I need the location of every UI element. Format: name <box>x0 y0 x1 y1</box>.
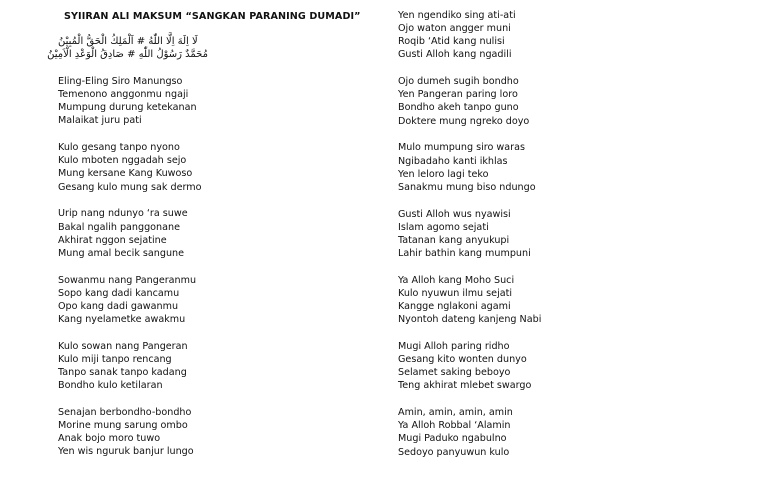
lyric-line: Ngibadaho kanti ikhlas <box>398 155 508 167</box>
lyric-line: Gusti Alloh wus nyawisi <box>398 208 511 220</box>
lyric-line: Kulo nyuwun ilmu sejati <box>398 287 513 299</box>
lyric-line: Doktere mung ngreko doyo <box>398 115 530 127</box>
lyric-line: Eling-Eling Siro Manungso <box>58 76 183 87</box>
lyric-line: Akhirat nggon sejatine <box>58 234 167 246</box>
lyric-line: Mung kersane Kang Kuwoso <box>58 168 193 180</box>
lyric-line: Gesang kulo mung sak dermo <box>58 181 202 193</box>
lyric-line: Ya Alloh kang Moho Suci <box>398 274 515 286</box>
lyric-line: Islam agomo sejati <box>398 221 489 233</box>
lyric-line: Gusti Alloh kang ngadili <box>398 49 512 61</box>
lyric-line: Mugi Alloh paring ridho <box>398 341 510 352</box>
lyric-line: Senajan berbondho-bondho <box>58 407 192 418</box>
arabic-verse-1: لَا اِلَهَ اِلَّا اللّٰهُ # اَلْمَلِكُ الْحَقُّ الْمُبِيْنُ <box>58 36 198 47</box>
lyric-line: Malaikat juru pati <box>58 115 142 127</box>
lyric-line: Morine mung sarung ombo <box>58 420 188 432</box>
lyric-line: Lahir bathin kang mumpuni <box>398 247 531 259</box>
lyric-line: Kangge nglakoni agami <box>398 301 511 312</box>
lyric-line: Sowanmu nang Pangeranmu <box>58 274 197 286</box>
lyric-line: Gesang kito wonten dunyo <box>398 354 527 366</box>
arabic-verse-2: مُحَمَّدٌ رَسُوْلُ اللّٰهِ # صَادِقُ الْوَعْدِ الْاَمِيْنُ <box>47 49 208 60</box>
lyric-line: Teng akhirat mlebet swargo <box>398 380 532 392</box>
lyric-line: Kulo miji tanpo rencang <box>58 353 172 365</box>
lyric-line: Kulo mboten nggadah sejo <box>58 155 187 167</box>
lyric-line: Tanpo sanak tanpo kadang <box>58 367 187 378</box>
lyric-line: Urip nang ndunyo ‘ra suwe <box>58 208 188 220</box>
lyric-line: Mulo mumpung siro waras <box>398 142 525 154</box>
lyric-line: Selamet saking beboyo <box>398 367 511 379</box>
lyric-line: Kulo sowan nang Pangeran <box>58 340 188 352</box>
lyric-line: Yen Pangeran paring loro <box>398 89 518 101</box>
lyric-line: Yen wis nguruk banjur lungo <box>58 446 194 458</box>
lyric-line: Sanakmu mung biso ndungo <box>398 181 536 193</box>
lyric-line: Tatanan kang anyukupi <box>398 234 510 246</box>
lyric-line: Nyontoh dateng kanjeng Nabi <box>398 314 542 326</box>
lyric-line: Kulo gesang tanpo nyono <box>58 142 180 154</box>
lyric-line: Temenono anggonmu ngaji <box>58 89 189 101</box>
lyric-line: Sopo kang dadi kancamu <box>58 287 180 299</box>
lyric-line: Amin, amin, amin, amin <box>398 407 513 419</box>
lyric-line: Ojo dumeh sugih bondho <box>398 76 519 88</box>
lyric-line: Sedoyo panyuwun kulo <box>398 446 510 458</box>
lyric-line: Bakal ngalih panggonane <box>58 221 180 233</box>
lyric-line: Roqib ‘Atid kang nulisi <box>398 36 505 48</box>
lyric-line: Mung amal becik sangune <box>58 247 185 259</box>
lyric-line: Kang nyelametke awakmu <box>58 313 186 325</box>
lyric-line: Bondho akeh tanpo guno <box>398 102 519 114</box>
lyric-line: Ya Alloh Robbal ‘Alamin <box>398 420 511 432</box>
lyric-line: Anak bojo moro tuwo <box>58 433 161 445</box>
lyric-line: Opo kang dadi gawanmu <box>58 300 179 312</box>
lyric-line: Yen leloro lagi teko <box>398 168 489 180</box>
lyric-line: Mumpung durung ketekanan <box>58 102 197 114</box>
document-title: SYIIRAN ALI MAKSUM “SANGKAN PARANING DUMADI” <box>64 11 361 22</box>
lyric-line: Yen ngendiko sing ati-ati <box>398 10 516 21</box>
lyric-line: Ojo waton angger muni <box>398 23 511 35</box>
lyric-line: Bondho kulo ketilaran <box>58 380 163 392</box>
lyric-line: Mugi Paduko ngabulno <box>398 433 507 445</box>
